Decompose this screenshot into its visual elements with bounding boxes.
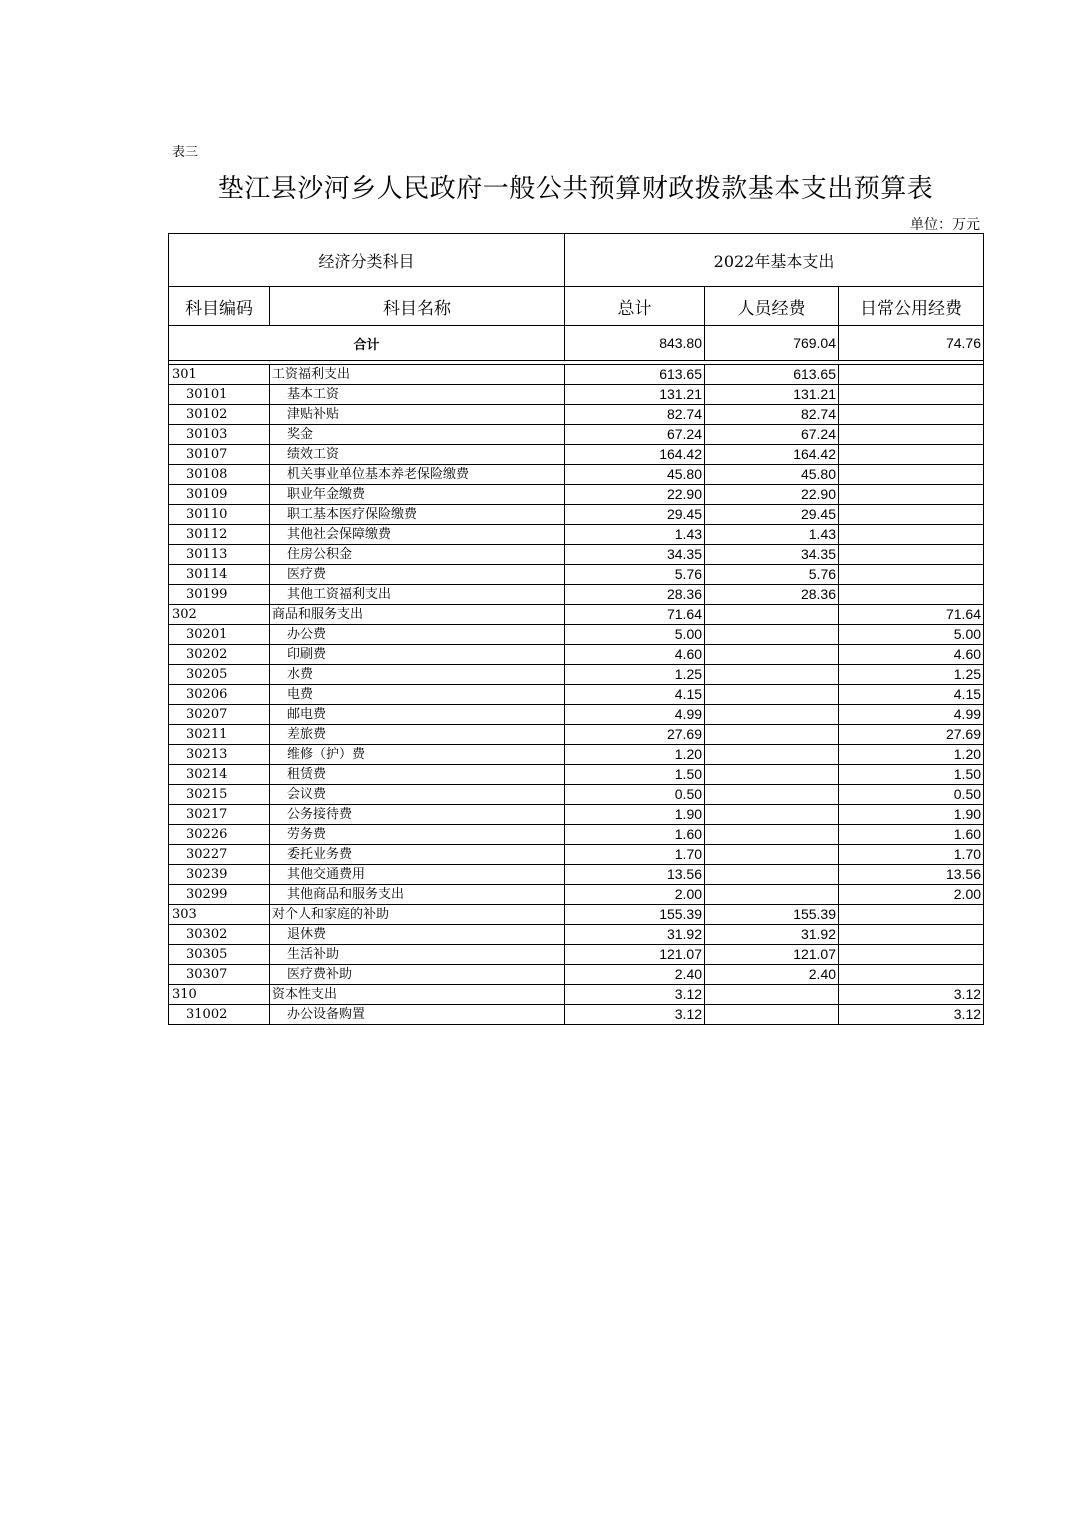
row-public [839,505,984,525]
row-code: 30217 [169,805,270,825]
table-row [169,605,984,625]
row-code: 30114 [169,565,270,585]
table-row [169,465,984,485]
row-name: 商品和服务支出 [270,605,565,625]
table-row [169,725,984,745]
row-code: 30109 [169,485,270,505]
row-code: 30206 [169,685,270,705]
header-group-row [169,234,984,287]
row-public [839,965,984,985]
row-code: 30239 [169,865,270,885]
row-name: 公务接待费 [270,805,565,825]
table-row [169,545,984,565]
row-name: 其他商品和服务支出 [270,885,565,905]
row-total: 1.50 [565,765,705,785]
row-public: 71.64 [839,605,984,625]
row-personnel [705,805,839,825]
row-public: 1.50 [839,765,984,785]
row-code: 30227 [169,845,270,865]
row-name: 基本工资 [270,385,565,405]
table-row [169,445,984,465]
row-public: 13.56 [839,865,984,885]
row-public [839,525,984,545]
row-personnel [705,625,839,645]
row-total: 1.25 [565,665,705,685]
row-personnel: 613.65 [705,365,839,385]
row-public: 1.60 [839,825,984,845]
row-public [839,905,984,925]
row-public [839,365,984,385]
row-code: 31002 [169,1005,270,1025]
row-name: 办公费 [270,625,565,645]
row-name: 其他社会保障缴费 [270,525,565,545]
row-personnel [705,865,839,885]
table-row [169,925,984,945]
row-public: 27.69 [839,725,984,745]
row-total: 27.69 [565,725,705,745]
row-code: 302 [169,605,270,625]
row-total: 1.90 [565,805,705,825]
row-total: 155.39 [565,905,705,925]
table-row [169,745,984,765]
row-personnel [705,985,839,1005]
row-personnel [705,765,839,785]
row-name: 维修（护）费 [270,745,565,765]
row-name: 印刷费 [270,645,565,665]
row-personnel: 67.24 [705,425,839,445]
budget-table [168,233,984,1025]
table-row [169,525,984,545]
row-code: 30205 [169,665,270,685]
row-name: 委托业务费 [270,845,565,865]
row-public: 1.90 [839,805,984,825]
table-label: 表三 [172,145,199,160]
row-code: 303 [169,905,270,925]
header-total: 总计 [565,287,705,326]
table-row [169,565,984,585]
row-name: 津贴补贴 [270,405,565,425]
row-personnel [705,1005,839,1025]
row-name: 租赁费 [270,765,565,785]
row-public [839,405,984,425]
total-label: 合计 [169,326,565,361]
table-row [169,845,984,865]
row-name: 电费 [270,685,565,705]
row-total: 5.00 [565,625,705,645]
row-code: 30211 [169,725,270,745]
row-personnel: 1.43 [705,525,839,545]
row-code: 30213 [169,745,270,765]
table-row [169,505,984,525]
row-personnel: 45.80 [705,465,839,485]
unit-label: 单位：万元 [910,217,980,233]
row-personnel [705,845,839,865]
row-name: 其他工资福利支出 [270,585,565,605]
header-code: 科目编码 [169,287,270,326]
row-personnel: 31.92 [705,925,839,945]
row-personnel [705,785,839,805]
row-code: 310 [169,985,270,1005]
row-public [839,385,984,405]
row-name: 职业年金缴费 [270,485,565,505]
row-public: 1.70 [839,845,984,865]
row-code: 30201 [169,625,270,645]
row-name: 医疗费 [270,565,565,585]
table-row [169,985,984,1005]
row-personnel: 155.39 [705,905,839,925]
row-name: 职工基本医疗保险缴费 [270,505,565,525]
row-public: 1.25 [839,665,984,685]
row-personnel: 5.76 [705,565,839,585]
header-basic-expenditure: 2022年基本支出 [565,234,984,287]
row-name: 医疗费补助 [270,965,565,985]
row-name: 退休费 [270,925,565,945]
table-row [169,365,984,385]
row-total: 13.56 [565,865,705,885]
row-code: 30305 [169,945,270,965]
row-code: 30103 [169,425,270,445]
row-public [839,925,984,945]
row-total: 1.60 [565,825,705,845]
row-public [839,485,984,505]
row-code: 30199 [169,585,270,605]
row-code: 30214 [169,765,270,785]
row-public: 3.12 [839,1005,984,1025]
row-total: 164.42 [565,445,705,465]
row-name: 绩效工资 [270,445,565,465]
row-total: 82.74 [565,405,705,425]
row-personnel: 131.21 [705,385,839,405]
row-public [839,425,984,445]
row-personnel [705,725,839,745]
document-title: 垫江县沙河乡人民政府一般公共预算财政拨款基本支出预算表 [217,174,934,204]
row-code: 30112 [169,525,270,545]
row-total: 4.15 [565,685,705,705]
row-name: 奖金 [270,425,565,445]
row-personnel [705,605,839,625]
row-personnel: 164.42 [705,445,839,465]
header-public: 日常公用经费 [839,287,984,326]
row-total: 131.21 [565,385,705,405]
row-personnel [705,705,839,725]
row-code: 30110 [169,505,270,525]
row-total: 1.70 [565,845,705,865]
row-total: 22.90 [565,485,705,505]
row-total: 31.92 [565,925,705,945]
row-public: 0.50 [839,785,984,805]
row-public: 4.15 [839,685,984,705]
row-personnel: 121.07 [705,945,839,965]
row-public [839,565,984,585]
row-personnel: 2.40 [705,965,839,985]
row-total: 34.35 [565,545,705,565]
row-name: 办公设备购置 [270,1005,565,1025]
row-code: 30307 [169,965,270,985]
row-personnel [705,665,839,685]
row-name: 生活补助 [270,945,565,965]
row-name: 差旅费 [270,725,565,745]
row-total: 0.50 [565,785,705,805]
table-row [169,685,984,705]
row-personnel [705,885,839,905]
table-row [169,785,984,805]
row-personnel: 34.35 [705,545,839,565]
table-row [169,905,984,925]
table-row [169,945,984,965]
row-total: 67.24 [565,425,705,445]
row-code: 30207 [169,705,270,725]
row-public: 1.20 [839,745,984,765]
table-row [169,645,984,665]
total-total: 843.80 [565,326,705,361]
row-personnel [705,685,839,705]
total-public: 74.76 [839,326,984,361]
row-code: 30302 [169,925,270,945]
row-total: 1.43 [565,525,705,545]
row-name: 住房公积金 [270,545,565,565]
row-total: 28.36 [565,585,705,605]
row-total: 2.00 [565,885,705,905]
row-public: 5.00 [839,625,984,645]
row-name: 邮电费 [270,705,565,725]
row-name: 劳务费 [270,825,565,845]
row-personnel: 82.74 [705,405,839,425]
row-total: 4.99 [565,705,705,725]
table-row [169,425,984,445]
table-row [169,385,984,405]
row-public: 4.60 [839,645,984,665]
table-row [169,805,984,825]
table-row [169,705,984,725]
row-personnel: 29.45 [705,505,839,525]
row-name: 资本性支出 [270,985,565,1005]
header-economic-classification: 经济分类科目 [169,234,565,287]
row-personnel [705,825,839,845]
row-public [839,945,984,965]
row-code: 30299 [169,885,270,905]
row-code: 301 [169,365,270,385]
row-public [839,465,984,485]
row-public [839,585,984,605]
row-code: 30226 [169,825,270,845]
row-name: 对个人和家庭的补助 [270,905,565,925]
row-total: 29.45 [565,505,705,525]
row-code: 30215 [169,785,270,805]
row-total: 45.80 [565,465,705,485]
row-public [839,445,984,465]
row-name: 其他交通费用 [270,865,565,885]
row-name: 机关事业单位基本养老保险缴费 [270,465,565,485]
row-code: 30202 [169,645,270,665]
table-row [169,765,984,785]
table-row [169,485,984,505]
table-row [169,885,984,905]
table-row [169,585,984,605]
row-total: 613.65 [565,365,705,385]
header-columns-row [169,287,984,326]
row-personnel [705,745,839,765]
row-code: 30113 [169,545,270,565]
row-public: 4.99 [839,705,984,725]
header-name: 科目名称 [270,287,565,326]
table-row [169,625,984,645]
row-code: 30108 [169,465,270,485]
table-row [169,665,984,685]
row-total: 3.12 [565,985,705,1005]
row-public [839,545,984,565]
total-personnel: 769.04 [705,326,839,361]
table-row [169,865,984,885]
row-total: 1.20 [565,745,705,765]
row-name: 会议费 [270,785,565,805]
row-personnel: 22.90 [705,485,839,505]
row-name: 工资福利支出 [270,365,565,385]
row-total: 4.60 [565,645,705,665]
row-personnel [705,645,839,665]
row-total: 2.40 [565,965,705,985]
row-total: 5.76 [565,565,705,585]
table-row [169,825,984,845]
table-row [169,1005,984,1025]
row-public: 3.12 [839,985,984,1005]
table-row [169,405,984,425]
row-personnel: 28.36 [705,585,839,605]
row-total: 3.12 [565,1005,705,1025]
header-personnel: 人员经费 [705,287,839,326]
total-row [169,326,984,361]
row-name: 水费 [270,665,565,685]
table-row [169,965,984,985]
row-total: 121.07 [565,945,705,965]
row-code: 30107 [169,445,270,465]
row-code: 30102 [169,405,270,425]
row-total: 71.64 [565,605,705,625]
row-code: 30101 [169,385,270,405]
row-public: 2.00 [839,885,984,905]
